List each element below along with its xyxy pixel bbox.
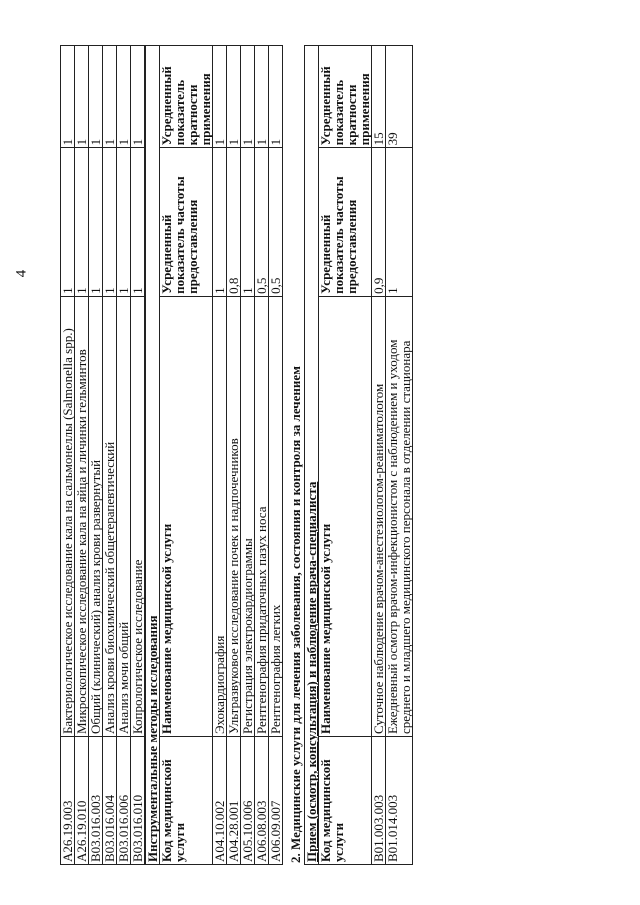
table-row [103, 46, 117, 865]
table-row [227, 46, 241, 865]
multiplicity-value: 1 [103, 46, 117, 148]
instr-table [145, 45, 283, 865]
service-name: Копрологическое исследование [131, 296, 145, 736]
frequency-value: 1 [117, 148, 131, 296]
frequency-value: 0,9 [372, 148, 386, 296]
header-code: Код медицинской услуги [319, 737, 372, 865]
multiplicity-value: 1 [75, 46, 89, 148]
treat-header-row [319, 46, 372, 865]
instr-title: Инструментальные методы исследования [146, 46, 160, 865]
header-freq: Усредненный показатель частоты предоставления [319, 148, 372, 296]
frequency-value: 0,8 [227, 148, 241, 296]
service-name: Эхокардиография [213, 296, 227, 736]
frequency-value: 1 [131, 148, 145, 296]
service-name: Рентгенография легких [269, 296, 283, 736]
frequency-value: 1 [103, 148, 117, 296]
table-row [386, 46, 413, 865]
service-name: Общий (клинический) анализ крови развернутый [89, 296, 103, 736]
page-number: 4 [13, 269, 30, 278]
service-code: A05.10.006 [241, 737, 255, 865]
table-row [255, 46, 269, 865]
service-code: B01.014.003 [386, 737, 413, 865]
service-name: Суточное наблюдение врачом-анестезиологом-реаниматологом [372, 296, 386, 736]
multiplicity-value: 1 [213, 46, 227, 148]
service-name: Анализ мочи общий [117, 296, 131, 736]
service-name: Ультразвуковое исследование почек и надпочечников [227, 296, 241, 736]
service-name: Микроскопическое исследование кала на яйца и личинки гельминтов [75, 296, 89, 736]
frequency-value: 0,5 [269, 148, 283, 296]
table-row [61, 46, 75, 865]
service-code: B03.016.010 [131, 737, 145, 865]
table-row [75, 46, 89, 865]
frequency-value: 1 [386, 148, 413, 296]
table-row [241, 46, 255, 865]
table-row [213, 46, 227, 865]
multiplicity-value: 1 [255, 46, 269, 148]
service-name: Анализ крови биохимический общетерапевтический [103, 296, 117, 736]
header-name: Наименование медицинской услуги [160, 296, 213, 736]
header-name: Наименование медицинской услуги [319, 296, 372, 736]
frequency-value: 1 [75, 148, 89, 296]
header-mult: Усредненный показатель кратности применения [319, 46, 372, 148]
rotated-page-content [60, 45, 580, 865]
table-row [117, 46, 131, 865]
header-freq: Усредненный показатель частоты предоставления [160, 148, 213, 296]
multiplicity-value: 1 [117, 46, 131, 148]
service-code: A04.28.001 [227, 737, 241, 865]
multiplicity-value: 15 [372, 46, 386, 148]
multiplicity-value: 1 [241, 46, 255, 148]
frequency-value: 1 [213, 148, 227, 296]
section2-subtitle: Прием (осмотр, консультация) и наблюдение врача-специалиста [305, 46, 319, 865]
service-code: B03.016.006 [117, 737, 131, 865]
header-mult: Усредненный показатель кратности применения [160, 46, 213, 148]
service-code: B03.016.003 [89, 737, 103, 865]
service-code: A06.09.007 [269, 737, 283, 865]
service-name: Бактериологическое исследование кала на сальмонеллы (Salmonella spp.) [61, 296, 75, 736]
table-row [372, 46, 386, 865]
service-code: A04.10.002 [213, 737, 227, 865]
frequency-value: 0,5 [255, 148, 269, 296]
table-row [89, 46, 103, 865]
lab-table [60, 45, 145, 865]
multiplicity-value: 1 [89, 46, 103, 148]
table-row [269, 46, 283, 865]
frequency-value: 1 [241, 148, 255, 296]
multiplicity-value: 1 [269, 46, 283, 148]
service-code: A26.19.003 [61, 737, 75, 865]
service-code: A06.08.003 [255, 737, 269, 865]
service-name: Рентгенография придаточных пазух носа [255, 296, 269, 736]
service-code: B03.016.004 [103, 737, 117, 865]
treat-table [304, 45, 413, 865]
instr-header-row [160, 46, 213, 865]
table-row [131, 46, 145, 865]
service-name: Регистрация электрокардиограммы [241, 296, 255, 736]
frequency-value: 1 [89, 148, 103, 296]
multiplicity-value: 1 [61, 46, 75, 148]
service-code: B01.003.003 [372, 737, 386, 865]
multiplicity-value: 1 [227, 46, 241, 148]
multiplicity-value: 39 [386, 46, 413, 148]
service-name: Ежедневный осмотр врачом-инфекционистом с наблюдением и уходом среднего и младшего медицинского персонала в отделении стационара [386, 296, 413, 736]
frequency-value: 1 [61, 148, 75, 296]
multiplicity-value: 1 [131, 46, 145, 148]
header-code: Код медицинской услуги [160, 737, 213, 865]
section2-title: 2. Медицинские услуги для лечения заболевания, состояния и контроля за лечением [288, 365, 303, 863]
service-code: A26.19.010 [75, 737, 89, 865]
